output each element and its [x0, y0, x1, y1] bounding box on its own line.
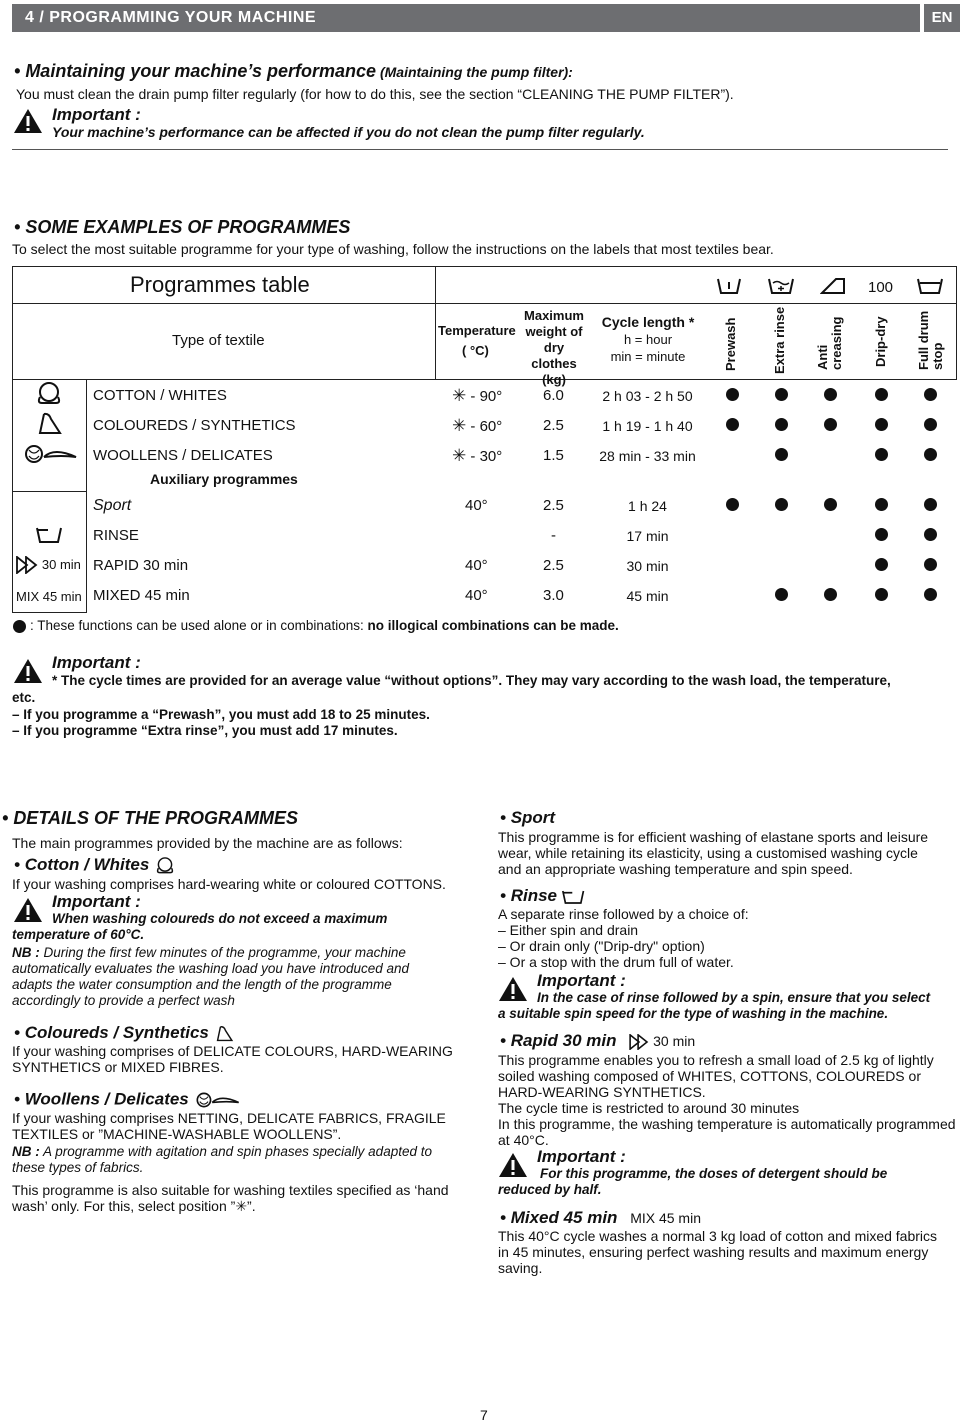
details-intro: The main programmes provided by the machine are as follows: [12, 835, 403, 851]
cold-snowflake-icon: ✳ [452, 416, 467, 435]
option-dot [824, 588, 837, 601]
cotton-icon [154, 856, 176, 876]
details-heading: • DETAILS OF THE PROGRAMMES [2, 808, 298, 828]
row-cycle: 28 min - 33 min [599, 448, 696, 464]
important-line: etc. [12, 690, 36, 705]
option-dot [924, 418, 937, 431]
row-temp: 40° [465, 497, 488, 514]
option-dot [824, 418, 837, 431]
coloureds-icon [35, 411, 63, 437]
option-dot [875, 498, 888, 511]
rinse-important-label: Important : [537, 971, 626, 990]
mixed-text: This 40°C cycle washes a normal 3 kg load of cotton and mixed fabrics in 45 minutes, ensuring perfect washing results and maximum energy saving. [498, 1228, 938, 1276]
row-temp: 40° [465, 587, 488, 604]
row-weight: 2.5 [543, 417, 564, 434]
option-dot [775, 588, 788, 601]
option-dot [726, 418, 739, 431]
option-dot [875, 588, 888, 601]
cotton-text: If your washing comprises hard-wearing white or coloured COTTONS. [12, 876, 446, 892]
row-weight: - [551, 527, 556, 544]
row-cycle: 17 min [626, 528, 669, 544]
row-cycle: 30 min [626, 558, 669, 574]
option-dot [924, 588, 937, 601]
row-weight: 2.5 [543, 497, 564, 514]
warning-icon [13, 897, 43, 923]
cotton-warning: temperature of 60°C. [12, 927, 145, 942]
page-header-title: 4 / PROGRAMMING YOUR MACHINE [25, 9, 317, 26]
option-dot [824, 498, 837, 511]
cold-snowflake-icon: ✳ [452, 386, 467, 405]
option-dot [775, 418, 788, 431]
warning-icon [13, 658, 43, 684]
row-temp: ✳ - 30° [452, 446, 503, 465]
nb-note: NB : A programme with agitation and spin phases specially adapted to these types of fabrics. [12, 1144, 432, 1175]
language-badge: EN [924, 4, 960, 32]
sport-heading: • Sport [500, 808, 556, 827]
legend-dot [13, 620, 26, 633]
table-title: Programmes table [130, 272, 310, 297]
warning-icon [498, 1152, 528, 1178]
option-dot [824, 388, 837, 401]
coloureds-icon [214, 1024, 234, 1044]
warning-icon [13, 108, 43, 134]
option-dot [775, 498, 788, 511]
extra-rinse-symbol-icon [768, 277, 794, 295]
row-name: RAPID 30 min [93, 557, 189, 574]
warning-icon [498, 976, 528, 1002]
rinse-icon [36, 525, 64, 545]
maintain-text: You must clean the drain pump filter regularly (for how to do this, see the section “CLEANING THE PUMP FILTER”). [16, 86, 734, 102]
rinse-warning: a suitable spin speed for the type of washing in the machine. [498, 1006, 889, 1021]
row-name: MIXED 45 min [93, 587, 190, 604]
option-dot [875, 448, 888, 461]
row-name: WOOLLENS / DELICATES [93, 447, 273, 464]
col-weight-header: Maximum weight of dry clothes (kg) [524, 308, 584, 387]
sport-text: This programme is for efficient washing of elastane sports and leisure wear, while retaining its elasticity, using a customised washing cycle and an appropriate washing temperature and spin speed. [498, 829, 929, 877]
row-temp: ✳ - 60° [452, 416, 503, 435]
row-cycle: 45 min [626, 588, 669, 604]
mixed-icon-label: MIX 45 min [16, 589, 82, 604]
examples-text: To select the most suitable programme for your type of washing, follow the instructions on the labels that most textiles bear. [12, 241, 774, 257]
opt-drip-dry-header: Drip-dry [873, 316, 888, 367]
rapid-important-label: Important : [537, 1147, 626, 1166]
row-cycle: 2 h 03 - 2 h 50 [602, 388, 693, 404]
opt-full-drum-header: Full drum stop [916, 310, 945, 370]
coloureds-heading: • Coloureds / Synthetics [14, 1023, 234, 1044]
opt-extra-rinse-header: Extra rinse [772, 306, 787, 374]
option-dot [775, 448, 788, 461]
important-line: – If you programme “Extra rinse”, you must add 17 minutes. [12, 723, 398, 738]
symbol-100: 100 [868, 279, 894, 296]
full-drum-symbol-icon [917, 277, 943, 295]
examples-heading: • SOME EXAMPLES OF PROGRAMMES [14, 217, 351, 237]
option-dot [875, 388, 888, 401]
fast-forward-icon [629, 1034, 649, 1050]
cotton-important-label: Important : [52, 892, 141, 911]
col-temp-unit: ( °C) [462, 343, 489, 358]
row-name: COLOUREDS / SYNTHETICS [93, 417, 296, 434]
important-label: Important : [52, 653, 141, 672]
rinse-icon [562, 888, 586, 906]
option-dot [924, 448, 937, 461]
row-weight: 1.5 [543, 447, 564, 464]
row-name: RINSE [93, 527, 139, 544]
fast-forward-icon [16, 556, 38, 574]
col-type-header: Type of textile [172, 332, 265, 349]
row-weight: 6.0 [543, 387, 564, 404]
cotton-icon [34, 381, 64, 407]
row-name: COTTON / WHITES [93, 387, 227, 404]
maintain-warning: Your machine’s performance can be affected if you do not clean the pump filter regularly. [52, 124, 645, 140]
col-cycle-header: Cycle length * h = hour min = minute [601, 314, 695, 364]
option-dot [875, 558, 888, 571]
row-weight: 3.0 [543, 587, 564, 604]
option-dot [924, 558, 937, 571]
woollens-icon [194, 1089, 242, 1111]
cold-snowflake-icon: ✳ [452, 446, 467, 465]
divider [12, 149, 948, 150]
option-dot [775, 388, 788, 401]
woollens-heading: • Woollens / Delicates [14, 1089, 242, 1111]
anti-creasing-symbol-icon [820, 277, 846, 295]
option-dot [875, 528, 888, 541]
auxiliary-heading: Auxiliary programmes [150, 471, 298, 487]
prewash-symbol-icon [717, 277, 741, 295]
maintain-important-label: Important : [52, 105, 141, 124]
option-dot [726, 498, 739, 511]
option-dot [924, 498, 937, 511]
rapid-text: This programme enables you to refresh a small load of 2.5 kg of lightly soiled washing composed of WHITES, COTTONS, COLOUREDS or HARD-WEARING SYNTHETICS. The cycle time is restricted to around 30 minutes In this programme, the washing temperature is automatically programmed at 40°C. [498, 1052, 956, 1148]
cold-snowflake-icon: ✳ [235, 1198, 248, 1214]
rinse-warning: In the case of rinse followed by a spin, ensure that you select [537, 990, 931, 1005]
maintain-heading: • Maintaining your machine’s performance (Maintaining the pump filter): [14, 61, 573, 81]
rapid-warning: reduced by half. [498, 1182, 602, 1197]
row-temp: 40° [465, 557, 488, 574]
rapid-icon: 30 min [16, 556, 81, 574]
rapid-heading: • Rapid 30 min 30 min [500, 1031, 696, 1050]
nb-note: NB : During the first few minutes of the programme, your machine automatically evaluates the washing load you have introduced and adapts the water consumption and the length of the programme accordingly to provide a perfect wash [12, 945, 410, 1008]
col-temp-header: Temperature [438, 323, 516, 338]
row-cycle: 1 h 19 - 1 h 40 [602, 418, 693, 434]
woollens-text: If your washing comprises NETTING, DELICATE FABRICS, FRAGILE TEXTILES or ”MACHINE-WASHABLE WOOLLENS”. [12, 1110, 446, 1142]
row-weight: 2.5 [543, 557, 564, 574]
row-name: Sport [93, 497, 132, 514]
coloureds-text: If your washing comprises of DELICATE COLOURS, HARD-WEARING SYNTHETICS or MIXED FIBRES. [12, 1043, 453, 1075]
woollens-icon [22, 441, 80, 467]
page-number: 7 [480, 1407, 488, 1423]
rapid-warning: For this programme, the doses of detergent should be [540, 1166, 888, 1181]
row-temp: ✳ - 90° [452, 386, 503, 405]
row-cycle: 1 h 24 [628, 498, 667, 514]
opt-anti-creasing-header: Anti creasing [815, 316, 844, 370]
option-dot [924, 388, 937, 401]
cotton-warning: When washing coloureds do not exceed a maximum [52, 911, 388, 926]
handwash-text: This programme is also suitable for washing textiles specified as ‘hand wash’ only. For this, select position ”✳”. [12, 1182, 449, 1214]
option-dot [726, 388, 739, 401]
opt-prewash-header: Prewash [723, 317, 738, 371]
legend-text: : These functions can be used alone or in combinations: no illogical combinations can be made. [30, 618, 619, 633]
important-line: – If you programme a “Prewash”, you must add 18 to 25 minutes. [12, 707, 430, 722]
cotton-heading: • Cotton / Whites [14, 855, 176, 876]
mixed-heading: • Mixed 45 min MIX 45 min [500, 1208, 701, 1227]
option-dot [924, 528, 937, 541]
rinse-text: A separate rinse followed by a choice of: – Either spin and drain – Or drain only ("Drip-dry" option) – Or a stop with the drum full of water. [498, 906, 749, 970]
option-dot [875, 418, 888, 431]
important-line: * The cycle times are provided for an average value “without options”. They may vary according to the wash load, the temperature, [52, 673, 891, 688]
rinse-heading: • Rinse [500, 886, 586, 906]
